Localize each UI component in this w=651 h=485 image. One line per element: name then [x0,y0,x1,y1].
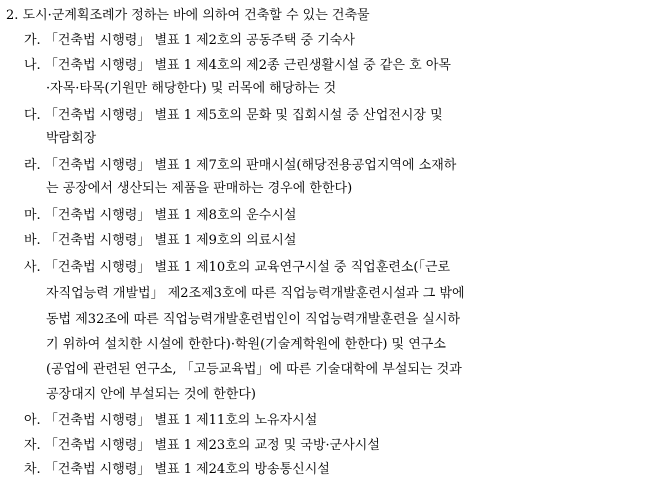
item-text: 「건축법 시행령」 별표 1 제4호의 제2종 근린생활시설 중 같은 호 아목 [44,58,451,73]
item-text: 「건축법 시행령」 별표 1 제23호의 교정 및 국방·군사시설 [44,438,380,453]
item-marker: 나. [24,58,41,73]
item-marker: 마. [24,208,41,223]
list-item [24,207,296,225]
item-text: 「건축법 시행령」 별표 1 제24호의 방송통신시설 [44,462,330,477]
item-text: 「건축법 시행령」 별표 1 제9호의 의료시설 [44,233,297,248]
item-continuation: ·자목·타목(기원만 해당한다) 및 러목에 해당하는 것 [46,81,337,96]
heading-marker: 2. [6,8,19,23]
list-item [24,107,443,125]
item-continuation: (공업에 관련된 연구소, 「고등교육법」에 따른 기술대학에 부설되는 것과 [46,362,462,377]
item-marker: 사. [24,260,41,275]
item-text: 「건축법 시행령」 별표 1 제2호의 공동주택 중 기숙사 [44,33,355,48]
item-text: 「건축법 시행령」 별표 1 제8호의 운수시설 [44,208,297,223]
item-continuation: 박람회장 [46,131,97,146]
item-marker: 차. [24,462,41,477]
item-marker: 라. [24,158,41,173]
item-marker: 아. [24,413,41,428]
item-continuation: 동법 제32조에 따른 직업능력개발훈련법인이 직업능력개발훈련을 실시하 [46,312,460,327]
item-marker: 바. [24,233,41,248]
heading-text: 도시·군계획조례가 정하는 바에 의하여 건축할 수 있는 건축물 [22,8,370,23]
item-marker: 가. [24,33,41,48]
list-item [24,32,355,50]
item-marker: 다. [24,108,41,123]
item-text: 「건축법 시행령」 별표 1 제10호의 교육연구시설 중 직업훈련소(「근로 [44,260,451,275]
item-text: 「건축법 시행령」 별표 1 제7호의 판매시설(해당전용공업지역에 소재하 [44,158,457,173]
list-item [24,412,317,430]
item-marker: 자. [24,438,41,453]
heading [6,7,370,25]
item-continuation: 기 위하여 설치한 시설에 한한다)·학원(기술계학원에 한한다) 및 연구소 [46,337,446,352]
list-item [24,437,380,455]
item-continuation: 공장대지 안에 부설되는 것에 한한다) [46,387,256,402]
item-continuation: 는 공장에서 생산되는 제품을 판매하는 경우에 한한다) [46,181,353,196]
item-continuation: 자직업능력 개발법」 제2조제3호에 따른 직업능력개발훈련시설과 그 밖에 [46,286,465,301]
item-text: 「건축법 시행령」 별표 1 제11호의 노유자시설 [44,413,318,428]
list-item [24,461,330,479]
list-item [24,57,451,75]
list-item [24,232,296,250]
list-item [24,157,456,175]
item-text: 「건축법 시행령」 별표 1 제5호의 문화 및 집회시설 중 산업전시장 및 [44,108,443,123]
list-item [24,259,450,277]
